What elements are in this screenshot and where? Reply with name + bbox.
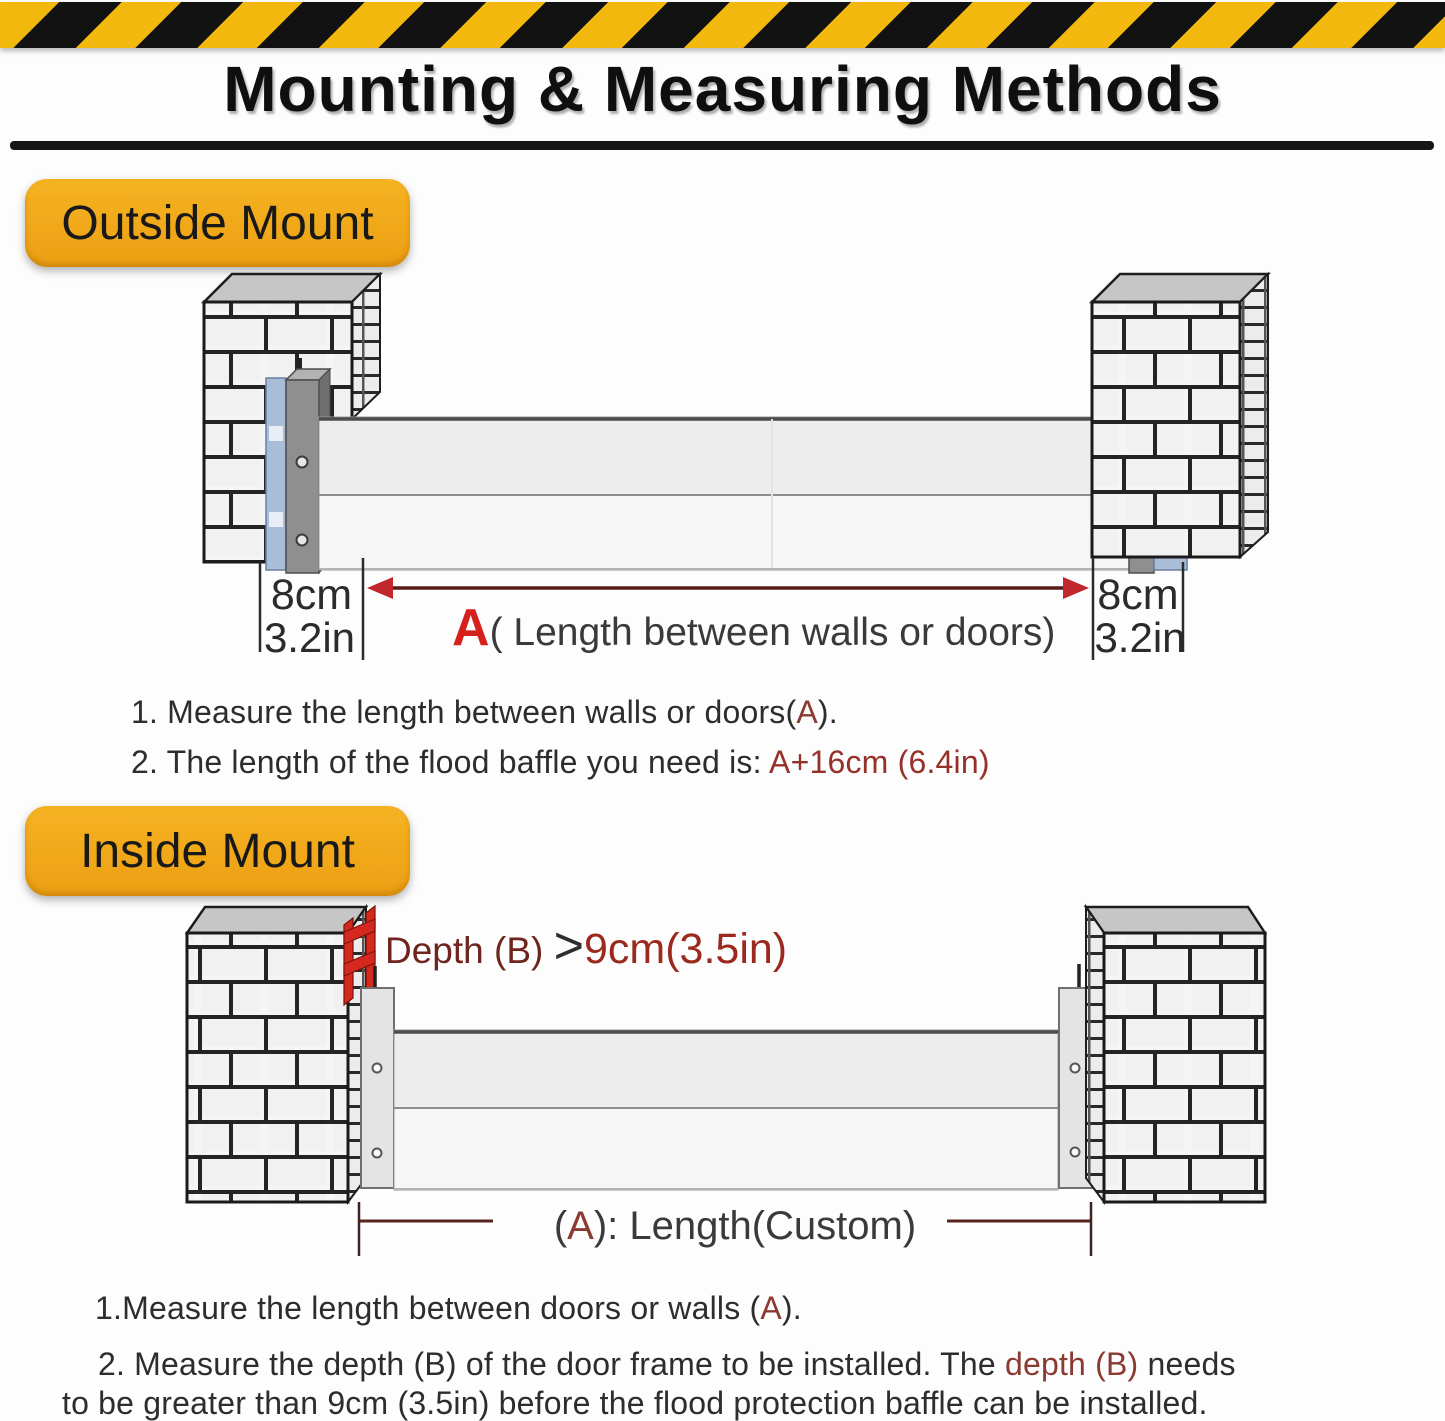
screw xyxy=(1071,1148,1080,1157)
gap-right-cm: 8cm xyxy=(1097,571,1179,619)
screw xyxy=(373,1149,382,1158)
screw xyxy=(297,457,308,468)
caution-stripe-banner xyxy=(0,2,1445,48)
inside-mount-badge: Inside Mount xyxy=(25,806,410,896)
outside-step-2: 2. The length of the flood baffle you need is: A+16cm (6.4in) xyxy=(131,744,990,780)
left-seal-strip xyxy=(266,378,286,570)
flood-barrier xyxy=(319,417,1129,570)
outside-step-1: 1. Measure the length between walls or doors(A). xyxy=(131,694,838,730)
length-letter-a: A xyxy=(452,599,490,657)
left-mounting-channel xyxy=(361,966,394,1188)
outside-mount-badge: Outside Mount xyxy=(25,179,410,267)
flood-barrier xyxy=(394,1030,1058,1190)
inside-step-1: 1.Measure the length between doors or walls (A). xyxy=(95,1290,802,1326)
inside-step-2-line-1: 2. Measure the depth (B) of the door frame to be installed. The depth (B) needs xyxy=(98,1346,1236,1382)
screw xyxy=(297,535,308,546)
inside-step-2-line-2: to be greater than 9cm (3.5in) before the flood protection baffle can be installed. xyxy=(62,1385,1208,1421)
title-underline xyxy=(10,141,1434,150)
length-custom-label: (A): Length(Custom) xyxy=(553,1204,917,1248)
screw xyxy=(1071,1064,1080,1073)
right-pillar xyxy=(1086,907,1265,1202)
right-pillar xyxy=(1092,274,1268,557)
depth-requirement-label: Depth (B) >9cm(3.5in) xyxy=(385,917,788,975)
greater-than-symbol: > xyxy=(553,917,584,975)
screw xyxy=(373,1064,382,1073)
gap-left-cm: 8cm xyxy=(270,571,353,619)
gap-right-in: 3.2in xyxy=(1094,614,1186,661)
length-between-walls-label: A( Length between walls or doors) xyxy=(452,599,1056,657)
left-pillar xyxy=(187,907,366,1202)
page-title: Mounting & Measuring Methods xyxy=(223,53,1222,125)
gap-left-in: 3.2in xyxy=(263,614,356,661)
